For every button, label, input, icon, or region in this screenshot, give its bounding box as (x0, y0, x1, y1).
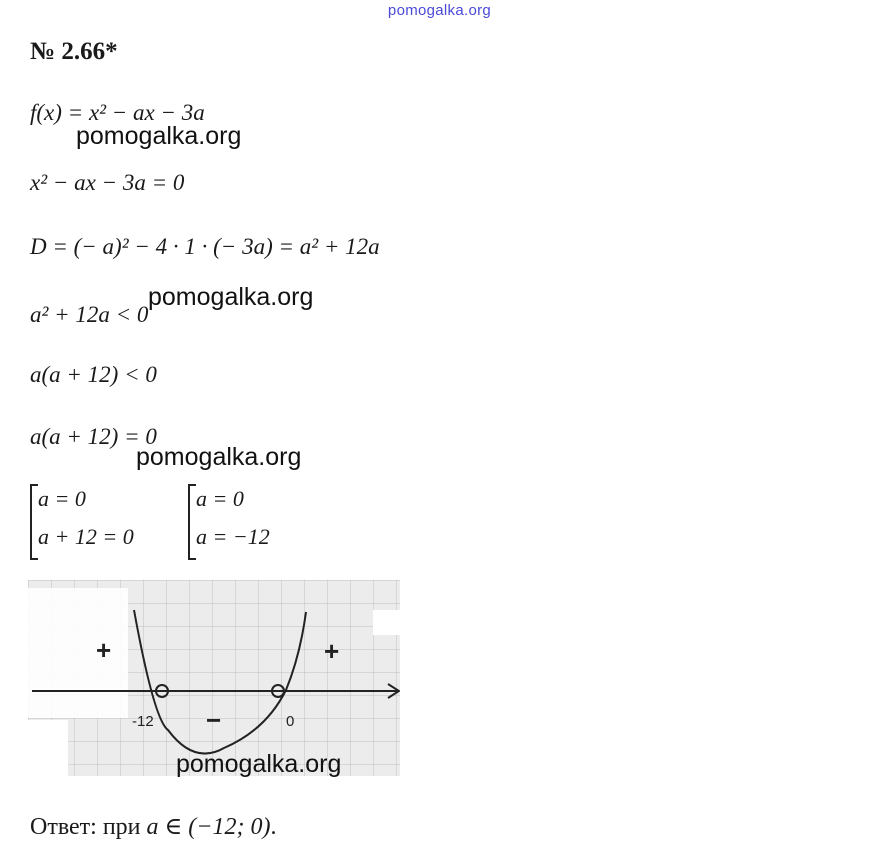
site-watermark-top[interactable]: pomogalka.org (387, 2, 492, 19)
watermark-4: pomogalka.org (176, 750, 342, 778)
inequality-1: a² + 12a < 0 (30, 302, 149, 327)
watermark-2: pomogalka.org (148, 283, 314, 311)
system-left-line-2: a + 12 = 0 (38, 524, 134, 549)
answer-period: . (270, 814, 277, 840)
watermark-3: pomogalka.org (136, 443, 302, 471)
problem-number: № 2.66* (30, 38, 118, 65)
discriminant: D = (− a)² − 4 · 1 · (− 3a) = a² + 12a (30, 234, 380, 259)
inequality-2: a(a + 12) < 0 (30, 362, 157, 387)
watermark-1: pomogalka.org (76, 122, 242, 150)
function-definition: f(x) = x² − ax − 3a (30, 100, 205, 125)
system-bracket-right (188, 484, 196, 560)
system-right-line-1: a = 0 (196, 486, 244, 511)
system-left-line-1: a = 0 (38, 486, 86, 511)
sign-diagram (28, 580, 400, 776)
sign-left: + (96, 635, 112, 665)
equation-factored: a(a + 12) = 0 (30, 424, 157, 449)
answer (30, 812, 276, 841)
sign-middle: − (206, 705, 222, 735)
equation-zero: x² − ax − 3a = 0 (30, 170, 185, 195)
answer-prefix: Ответ: при (30, 814, 141, 840)
answer-interval: a ∈ (−12; 0) (146, 814, 271, 840)
system-bracket-left (30, 484, 38, 560)
sign-right: + (324, 636, 340, 666)
system-right-line-2: a = −12 (196, 524, 270, 549)
root-label-left: -12 (132, 713, 154, 730)
root-label-right: 0 (286, 713, 295, 730)
